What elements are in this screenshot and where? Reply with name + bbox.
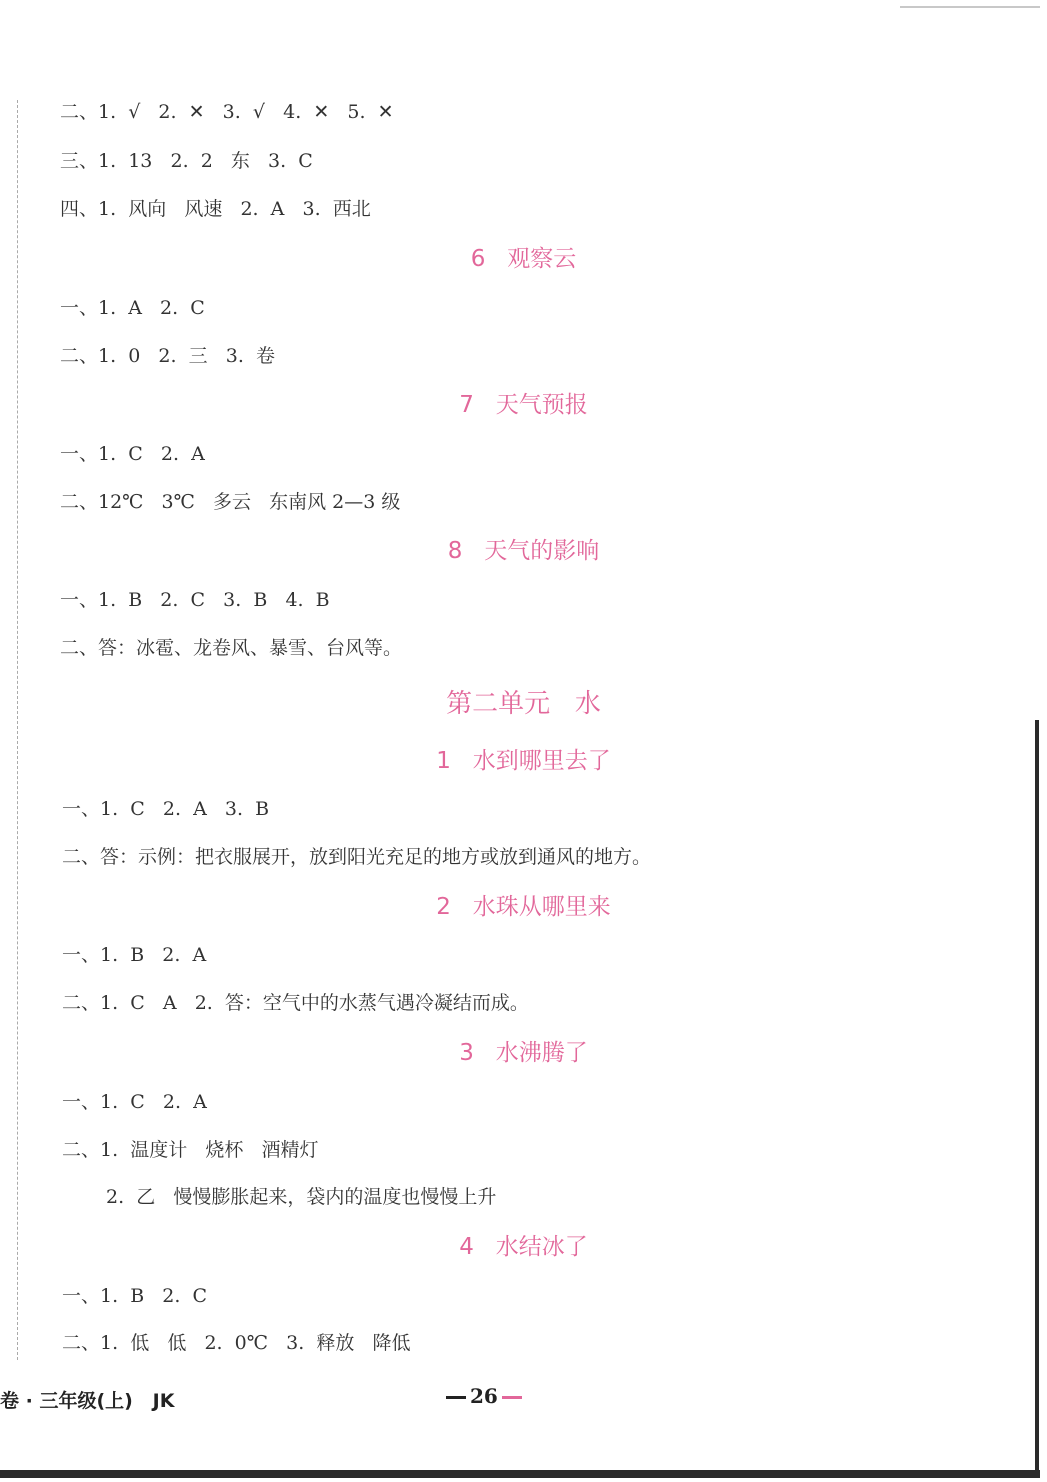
- answer-line: 一、1. B 2. C: [62, 1285, 208, 1307]
- section-heading: 2 水珠从哪里来: [436, 894, 611, 920]
- answer-line: 二、1. 温度计 烧杯 酒精灯: [62, 1139, 319, 1161]
- answer-line: 二、答：冰雹、龙卷风、暴雪、台风等。: [60, 637, 403, 659]
- answer-line: 一、1. C 2. A 3. B: [62, 798, 270, 820]
- answer-line: 一、1. A 2. C: [60, 297, 205, 319]
- answer-line: 2. 乙 慢慢膨胀起来，袋内的温度也慢慢上升: [106, 1186, 497, 1208]
- answer-line: 四、1. 风向 风速 2. A 3. 西北: [60, 198, 371, 220]
- answer-line: 二、答：示例：把衣服展开，放到阳光充足的地方或放到通风的地方。: [62, 846, 652, 868]
- page-bottom-shadow: [0, 1470, 1040, 1478]
- page-dash-left: [446, 1396, 466, 1399]
- answer-line: 二、1. 低 低 2. 0℃ 3. 释放 降低: [62, 1332, 411, 1354]
- section-heading: 3 水沸腾了: [459, 1040, 588, 1066]
- top-rule: [900, 6, 1040, 8]
- answer-line: 二、12℃ 3℃ 多云 东南风 2—3 级: [60, 491, 401, 513]
- answer-line: 一、1. B 2. A: [62, 944, 207, 966]
- answer-line: 一、1. C 2. A: [60, 443, 205, 465]
- section-heading: 6 观察云: [470, 246, 577, 272]
- section-heading: 8 天气的影响: [447, 538, 600, 564]
- page-number: [442, 1384, 526, 1408]
- answer-line: 二、1. √ 2. ✕ 3. √ 4. ✕ 5. ✕: [60, 101, 394, 123]
- section-heading: 7 天气预报: [459, 392, 588, 418]
- answer-line: 一、1. C 2. A: [62, 1091, 207, 1113]
- page-dash-right: [502, 1396, 522, 1399]
- binding-margin-line: [17, 100, 18, 1360]
- answer-line: 二、1. 0 2. 三 3. 卷: [60, 345, 275, 367]
- footer-book-label: 卷 · 三年级(上) JK: [0, 1390, 175, 1412]
- page-edge-shadow: [1035, 720, 1039, 1475]
- section-heading: 1 水到哪里去了: [436, 748, 611, 774]
- unit-heading: 第二单元 水: [446, 689, 601, 719]
- answer-line: 二、1. C A 2. 答：空气中的水蒸气遇冷凝结而成。: [62, 992, 529, 1014]
- page-number-text: 26: [470, 1384, 498, 1408]
- answer-line: 三、1. 13 2. 2 东 3. C: [60, 150, 313, 172]
- section-heading: 4 水结冰了: [459, 1234, 588, 1260]
- answer-line: 一、1. B 2. C 3. B 4. B: [60, 589, 330, 611]
